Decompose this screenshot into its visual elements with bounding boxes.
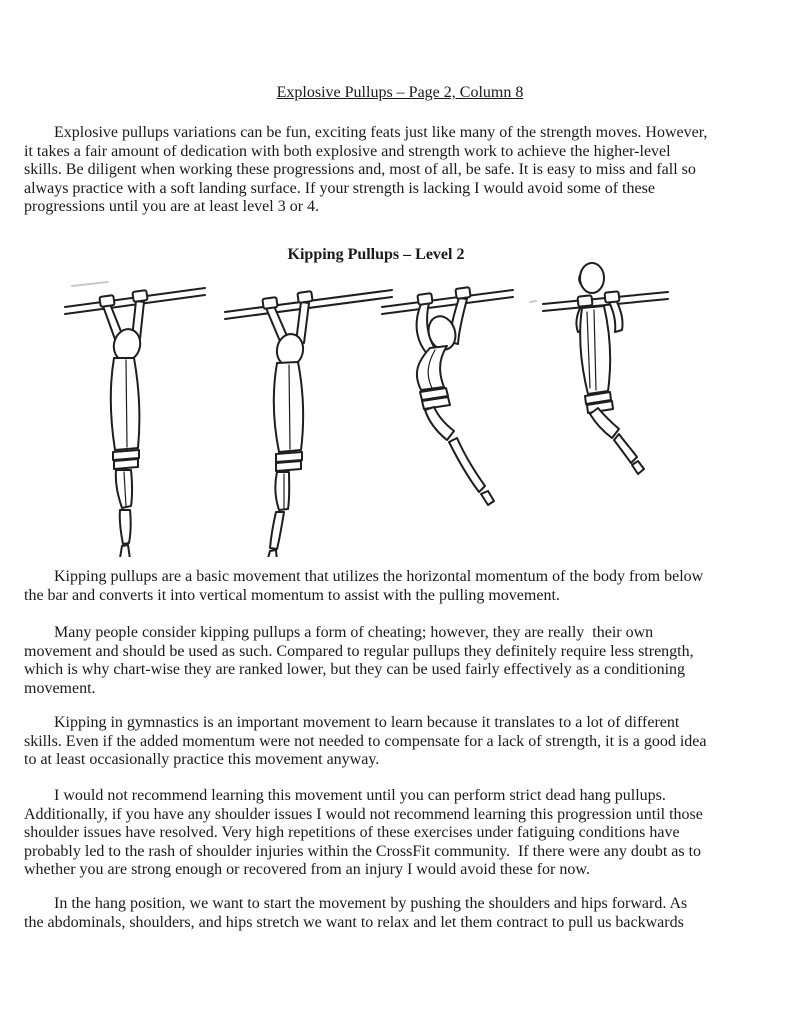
body-text-line: to at least occasionally practice this movement anyway. [24, 751, 380, 768]
body-text-line: In the hang position, we want to start the movement by pushing the shoulders and hips forward. As [54, 895, 688, 912]
body-text-line: Additionally, if you have any shoulder issues I would not recommend learning this progression until those [24, 805, 703, 823]
body-text-line: always practice with a soft landing surface. If your strength is lacking I would avoid some of these [24, 179, 655, 197]
foot [120, 545, 130, 557]
body-text-line: skills. Be diligent when working these progressions and, most of all, be safe. It is easy to miss and fall so [24, 161, 696, 178]
body-text-line: skills. Even if the added momentum were not needed to compensate for a lack of strength, it is a good idea [24, 732, 707, 750]
document-title: Explosive Pullups – Page 2, Column 8 [276, 84, 524, 101]
body-text-line: the bar and converts it into vertical momentum to assist with the pulling movement. [24, 586, 560, 604]
thigh [275, 472, 289, 510]
hand-grip [132, 290, 147, 302]
body-text-line: Explosive pullups variations can be fun, exciting feats just like many of the strength moves. However, [54, 124, 708, 141]
paragraph-kipping-basics [24, 568, 703, 605]
figure-stage-1 [65, 282, 205, 557]
shin [270, 512, 284, 549]
shin [120, 510, 131, 544]
section-heading: Kipping Pullups – Level 2 [287, 246, 465, 263]
thigh [590, 408, 619, 438]
shin [449, 438, 485, 492]
hand-grip [455, 287, 470, 299]
body-text-line: it takes a fair amount of dedication with both explosive and strength work to achieve the higher-level [24, 142, 671, 160]
hand-grip [417, 293, 432, 305]
body-text-line: whether you are strong enough or recovered from an injury I would avoid these for now. [24, 861, 590, 878]
hand-grip [297, 291, 312, 303]
foot [481, 491, 494, 505]
body-text-line: Kipping pullups are a basic movement that utilizes the horizontal momentum of the body from below [54, 568, 704, 585]
body-text-line: probably led to the rash of shoulder injuries within the CrossFit community. If there were any doubt as to [24, 842, 702, 860]
foot [632, 461, 644, 474]
torso [111, 358, 140, 450]
paragraph-intro [24, 124, 707, 217]
torso [417, 346, 447, 390]
paragraph-gymnastics-value [24, 714, 706, 770]
arm [609, 300, 623, 332]
figure-stage-4 [530, 263, 668, 474]
hand-grip [578, 295, 593, 306]
body-text-line: I would not recommend learning this movement until you can perform strict dead hang pullups. [54, 787, 666, 804]
foot [267, 550, 277, 557]
hand-grip [262, 297, 277, 309]
paragraph-cheating-debate [24, 624, 694, 698]
hand-grip [99, 295, 114, 307]
thigh [425, 407, 454, 440]
body-text-line: the abdominals, shoulders, and hips stretch we want to relax and let them contract to pull us backwards [24, 913, 684, 931]
body-text-line: Kipping in gymnastics is an important movement to learn because it translates to a lot of different [54, 714, 680, 731]
body-text-line: Many people consider kipping pullups a form of cheating; however, they are really their own [54, 624, 654, 641]
body-text-line: progressions until you are at least level 3 or 4. [24, 198, 320, 215]
paragraph-hang-position [24, 895, 687, 932]
pullup-bar [382, 290, 513, 307]
figure-stage-3 [382, 287, 513, 505]
paragraph-prerequisites [24, 787, 703, 880]
body-text-line: which is why chart-wise they are ranked lower, but they can be used fairly effectively as a conditioning [24, 661, 686, 678]
head [580, 263, 604, 293]
shin [614, 434, 637, 463]
body-text-line: movement and should be used as such. Compared to regular pullups they definitely require less strength, [24, 642, 694, 660]
body-text-line: movement. [24, 679, 96, 697]
kipping-pullups-illustration [30, 262, 750, 557]
figure-stage-2 [225, 290, 392, 557]
body-text-line: shoulder issues have resolved. Very high repetitions of these exercises under fatiguing conditions have [24, 824, 680, 841]
torso [274, 362, 303, 452]
hand-grip [605, 291, 620, 302]
